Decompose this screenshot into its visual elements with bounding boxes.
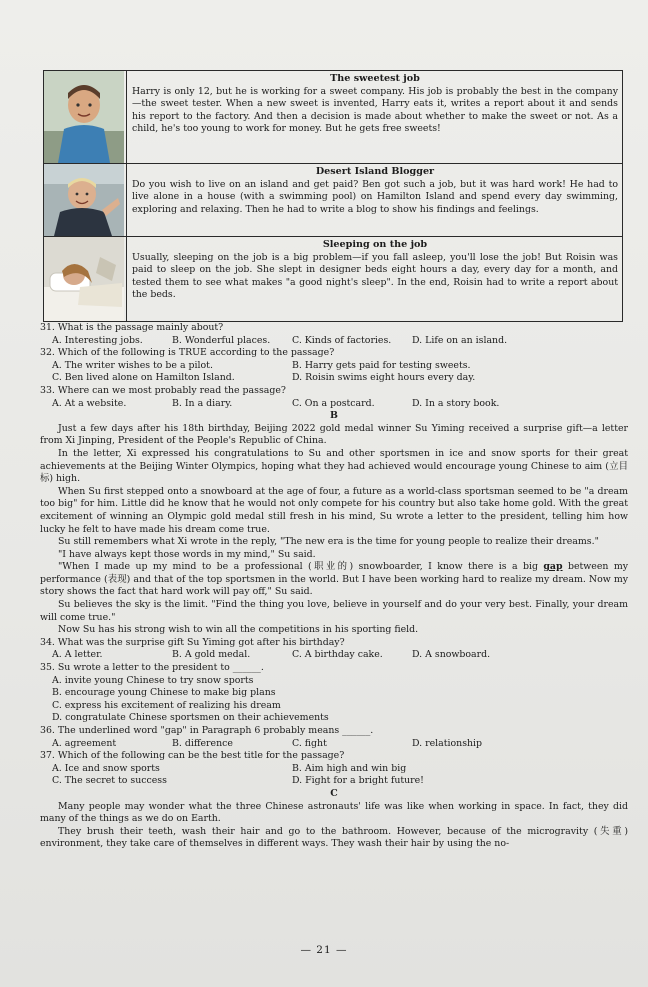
photo-boy-sweet-tester [44, 71, 124, 163]
question-stem: 37. Which of the following can be the best title for the passage? [40, 750, 345, 762]
exam-sheet [40, 70, 628, 851]
photo-bed-tester [44, 237, 124, 321]
question-stem: 31. What is the passage mainly about? [40, 322, 224, 333]
question-33 [40, 385, 628, 410]
underlined-word-gap: gap [543, 561, 563, 573]
option-c[interactable]: C. The secret to success [52, 775, 167, 787]
option-b[interactable]: B. Wonderful places. [172, 334, 271, 346]
blogger-photo-icon [44, 164, 124, 236]
option-d[interactable]: D. In a story book. [412, 397, 500, 409]
option-b[interactable]: B. Harry gets paid for testing sweets. [292, 359, 471, 371]
jobs-table [43, 70, 623, 322]
job-title: The sweetest job [330, 73, 420, 84]
option-c[interactable]: C. express his excitement of realizing his dream [52, 699, 281, 711]
job-row-island-blogger [44, 164, 623, 237]
option-a[interactable]: A. A letter. [52, 649, 103, 661]
option-row [40, 398, 628, 411]
option-b[interactable]: B. In a diary. [172, 397, 233, 409]
text-segment: "When I made up my mind to be a professional (职业的) snowboarder, I know there is a big [58, 561, 544, 573]
option-d[interactable]: D. relationship [412, 737, 483, 749]
option-b[interactable]: B. Aim high and win big [292, 762, 407, 774]
paragraph-b2: In the letter, Xi expressed his congratulations to Su and other sportsmen in ice and snow sports for their great achievements at the Beijing Winter Olympics, hoping what they had achieved would encourage young Chinese to aim (立目标) high. [40, 447, 628, 485]
option-row [40, 763, 628, 776]
question-stem: 32. Which of the following is TRUE according to the passage? [40, 347, 335, 359]
paragraph-b3: When Su first stepped onto a snowboard at the age of four, a future as a world-class sportsman seemed to be "a dream too big" for him. Little did he know that he would not only compete for his country but also take home gold. With the great excitement of winning an Olympic gold medal still fresh in his mind, Su wrote a letter to the president, telling him how lucky he felt to have made his dream come true. [40, 485, 628, 535]
option-a[interactable]: A. agreement [52, 737, 117, 749]
section-label-c: C [330, 787, 338, 799]
job-title: Desert Island Blogger [315, 166, 435, 177]
paragraph-c1: Many people may wonder what the three Chinese astronauts' life was like when working in space. In fact, they did many of the things as we do on Earth. [40, 800, 628, 825]
question-stem: 36. The underlined word "gap" in Paragraph 6 probably means ______. [40, 725, 374, 736]
question-36 [40, 725, 628, 750]
option-c[interactable]: C. Kinds of factories. [292, 334, 392, 346]
boy-photo-icon [44, 71, 124, 163]
option-c[interactable]: C. Ben lived alone on Hamilton Island. [52, 372, 235, 384]
option-list [40, 675, 628, 725]
question-stem: 35. Su wrote a letter to the president to ______. [40, 662, 264, 674]
option-d[interactable]: D. A snowboard. [412, 649, 491, 661]
paragraph-b8: Now Su has his strong wish to win all the competitions in his sporting field. [58, 624, 419, 636]
option-c[interactable]: C. On a postcard. [292, 397, 375, 409]
job-description: Usually, sleeping on the job is a big problem—if you fall asleep, you'll lose the job! But Roisin was paid to sleep on the job. She slept in designer beds eight hours a day, every day for a month, and tested them to see what makes "a good night's sleep". In the end, Roisin had to write a report about the beds. [132, 251, 618, 301]
option-row [40, 649, 628, 662]
text-segment: between my performance (表现) and that of the top sportsmen in the world. But I have been working hard to realize my dream. Now my story shows the fact that hard work will pay off," Su said. [40, 561, 628, 598]
page-number: — 21 — [300, 944, 348, 956]
question-35 [40, 662, 628, 725]
option-d[interactable]: D. congratulate Chinese sportsmen on their achievements [52, 712, 329, 724]
option-row [40, 335, 628, 348]
option-c[interactable]: C. A birthday cake. [292, 649, 383, 661]
job-description: Do you wish to live on an island and get paid? Ben got such a job, but it was hard work! He had to live alone in a house (with a swimming pool) on Hamilton Island and spend every day swimming, exploring and relaxing. Then he had to write a blog to show his findings and feelings. [132, 178, 618, 215]
option-a[interactable]: A. Ice and snow sports [52, 762, 160, 774]
job-title: Sleeping on the job [322, 239, 428, 250]
paragraph-b5: "I have always kept those words in my mind," Su said. [58, 548, 316, 560]
option-b[interactable]: B. difference [172, 737, 233, 749]
option-d[interactable]: D. Fight for a bright future! [292, 775, 424, 787]
question-34 [40, 637, 628, 662]
paragraph-b1: Just a few days after his 18th birthday, Beijing 2022 gold medal winner Su Yiming received a surprise gift—a letter from Xi Jinping, President of the People's Republic of China. [40, 422, 628, 447]
option-a[interactable]: A. invite young Chinese to try snow sports [52, 674, 254, 686]
option-c[interactable]: C. fight [292, 737, 327, 749]
option-d[interactable]: D. Roisin swims eight hours every day. [292, 372, 476, 384]
bed-photo-icon [44, 237, 124, 321]
paragraph-b4: Su still remembers what Xi wrote in the reply, "The new era is the time for young people to realize their dreams." [58, 536, 599, 548]
option-a[interactable]: A. The writer wishes to be a pilot. [52, 359, 213, 371]
paragraph-c2: They brush their teeth, wash their hair and go to the bathroom. However, because of the microgravity (失重) environment, they take care of themselves in different ways. They wash their hair by using the no- [40, 825, 628, 850]
paragraph-b6 [40, 561, 628, 599]
option-b[interactable]: B. encourage young Chinese to make big plans [52, 687, 276, 699]
option-row [40, 738, 628, 751]
job-row-bed-tester [44, 237, 623, 322]
question-31 [40, 322, 628, 347]
option-row [40, 372, 628, 385]
question-stem: 34. What was the surprise gift Su Yiming got after his birthday? [40, 636, 345, 648]
option-row [40, 360, 628, 373]
job-row-sweet-tester [44, 71, 623, 164]
question-37 [40, 750, 628, 788]
option-d[interactable]: D. Life on an island. [412, 334, 508, 346]
question-32 [40, 347, 628, 385]
section-label-b: B [330, 410, 338, 422]
option-row [40, 775, 628, 788]
question-stem: 33. Where can we most probably read the passage? [40, 384, 286, 396]
paragraph-b7: Su believes the sky is the limit. "Find the thing you love, believe in yourself and do your very best. Finally, your dream will come true." [40, 599, 628, 623]
option-a[interactable]: A. Interesting jobs. [52, 334, 143, 346]
option-a[interactable]: A. At a website. [52, 397, 127, 409]
photo-island-blogger [44, 164, 124, 236]
option-b[interactable]: B. A gold medal. [172, 649, 251, 661]
job-description: Harry is only 12, but he is working for a sweet company. His job is probably the best in the company—the sweet tester. When a new sweet is invented, Harry eats it, writes a report about it and sends his report to the factory. And then a decision is made about whether to make the sweet or not. As a child, he's too young to work for money. But he gets free sweets! [132, 85, 618, 135]
